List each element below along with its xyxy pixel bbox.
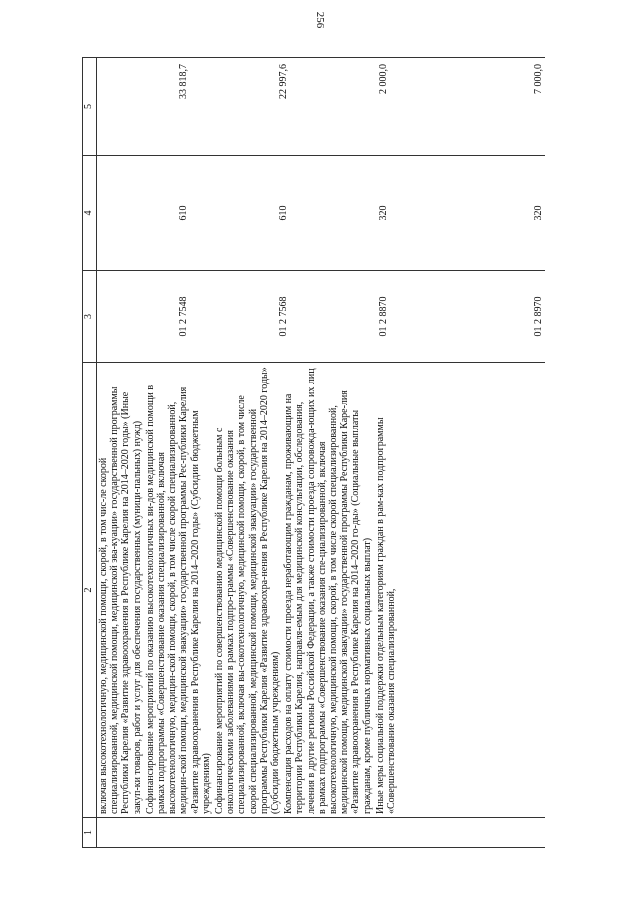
description-column bbox=[97, 363, 546, 818]
header-cell-2: 2 bbox=[83, 363, 97, 818]
expense-type-cell: 610 bbox=[278, 205, 289, 221]
header-cell-5: 5 bbox=[83, 58, 97, 156]
table-body-row bbox=[97, 58, 546, 848]
spacer bbox=[98, 274, 178, 359]
empty-first-column bbox=[97, 818, 546, 848]
page-number: 256 bbox=[314, 11, 326, 29]
sum-cell: 2 000,0 bbox=[378, 64, 389, 94]
code-cell: 01 2 8870 bbox=[378, 296, 389, 337]
code-cell: 01 2 8970 bbox=[533, 296, 544, 337]
expense-type-cell: 610 bbox=[178, 205, 189, 221]
sum-cell: 22 997,6 bbox=[278, 64, 289, 99]
header-cell-1: 1 bbox=[83, 818, 97, 848]
row-description: Софинансирование мероприятий по оказанию высокотехнологичных ви-дов медицинской помощи в рамках подпрограммы «Совершенствование оказания специализированной, включая высокотехнологичную, медицин-ской помощи, скорой, в том числе скорой специализированной, медицин-ской помощи, медицинской эвакуации» государственной программы Рес-публики Карелия «Развитие здравоохранения в Республике Карелия на 2014–2020 годы» (Субсидии бюджетным учреждениям) bbox=[144, 384, 212, 814]
code-cell: 01 2 7568 bbox=[278, 296, 289, 337]
row-description: Компенсация расходов на оплату стоимости проезда неработающим гражданам, проживающим на территории Республики Карелия, направля-емым для медицинской консультации, обследования, лечения в другие регионы Российской Федерации, а также стоимости проезда сопровожда-ющих их лиц в рамках подпрограммы «Совершенствование оказания спе-циализированной, включая высокотехнологичную, медицинской помощи, скорой, в том числе скорой специализированной, медицинской помощи, медицинской эвакуации» государственной программы Республики Каре-лия «Развитие здравоохранения в Республике Карелия на 2014–2020 го-ды» (Социальные выплаты гражданам, кроме публичных нормативных социальных выплат) bbox=[283, 368, 373, 814]
spacer bbox=[98, 64, 178, 152]
sum-column bbox=[97, 58, 546, 156]
sum-cell: 7 000,0 bbox=[533, 64, 544, 94]
row-description: включая высокотехнологичную, медицинской помощи, скорой, в том чис-ле скорой специализированной, медицинской помощи, медицинской эва-куации» государственной программы Республики Карелия «Развитие здравоохранения в Республике Карелия на 2014–2020 годы» (Иные закуп-ки товаров, работ и услуг для обеспечения государственных (муници-пальных) нужд) bbox=[98, 386, 143, 814]
row-description: Софинансирование мероприятий по совершенствованию медицинской помощи больным с онкологическими заболеваниями в рамках подпро-граммы «Совершенствование оказания специализированной, включая вы-сокотехнологичную, медицинской помощи, скорой, в том числе скорой специализированной, медицинской помощи, медицинской эвакуации» государственной программы Республики Карелия «Развитие здравоохра-нения в Республике Карелия на 2014–2020 годы» (Субсидии бюджетным учреждениям) bbox=[214, 367, 282, 814]
expense-type-cell: 320 bbox=[533, 205, 544, 221]
expense-type-cell: 320 bbox=[378, 205, 389, 221]
spacer bbox=[98, 159, 178, 267]
code-column bbox=[97, 271, 546, 363]
code-cell: 01 2 7548 bbox=[178, 296, 189, 337]
header-row bbox=[83, 58, 97, 848]
sum-cell: 33 818,7 bbox=[178, 64, 189, 99]
header-cell-3: 3 bbox=[83, 271, 97, 363]
expense-type-column bbox=[97, 156, 546, 271]
header-cell-4: 4 bbox=[83, 156, 97, 271]
budget-table bbox=[82, 57, 545, 848]
rotated-page-body bbox=[82, 58, 558, 848]
row-description: Иные меры социальной поддержки отдельным категориям граждан в рам-ках подпрограммы «Совершенствование оказания специализированной, bbox=[374, 417, 398, 814]
